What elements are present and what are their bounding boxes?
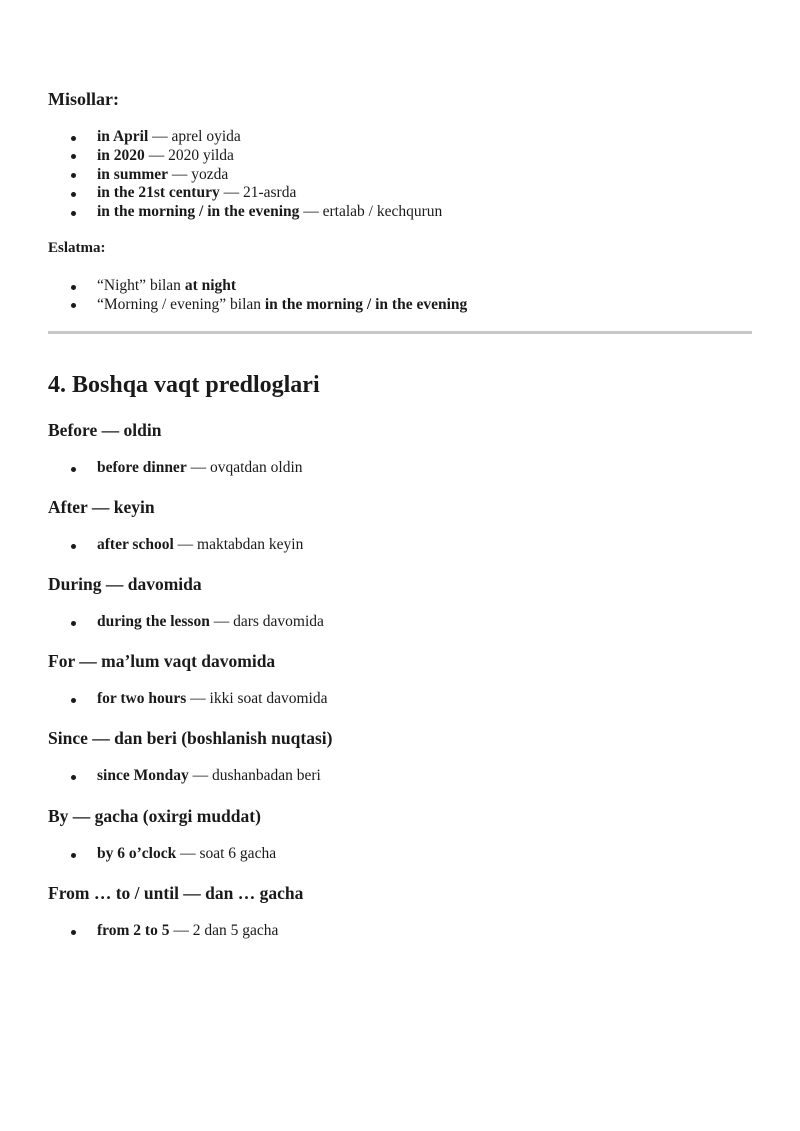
examples-heading: Misollar:: [48, 89, 119, 109]
translation: — dars davomida: [209, 613, 324, 630]
translation: — 2020 yilda: [144, 146, 234, 164]
subsection-heading-by: By — gacha (oxirgi muddat): [48, 806, 261, 826]
list-item: [0, 459, 303, 478]
term: in 2020: [97, 146, 145, 164]
list-item: [0, 203, 442, 222]
translation: — soat 6 gacha: [176, 845, 277, 862]
subsection-list-before: [0, 459, 303, 478]
term: in the morning / in the evening: [264, 295, 468, 313]
list-item: [0, 128, 442, 147]
list-item: [0, 184, 442, 203]
translation: — maktabdan keyin: [173, 536, 304, 553]
term: in April: [97, 128, 149, 145]
list-item: [0, 277, 467, 296]
term: from 2 to 5: [97, 922, 170, 939]
examples-list: [0, 128, 442, 222]
translation: — ertalab / kechqurun: [299, 203, 443, 221]
subsection-list-after: [0, 536, 303, 555]
subsection-heading-before: Before — oldin: [48, 420, 162, 440]
list-item: [0, 147, 442, 166]
list-item: [0, 536, 303, 555]
list-item: [0, 845, 276, 864]
subsection-heading-since: Since — dan beri (boshlanish nuqtasi): [48, 728, 333, 748]
note-list: [0, 277, 467, 315]
subsection-list-for: [0, 690, 327, 709]
translation: — dushanbadan beri: [188, 767, 321, 784]
translation: — ovqatdan oldin: [186, 459, 303, 476]
list-item: [0, 613, 324, 632]
translation: — yozda: [168, 165, 229, 183]
term: at night: [184, 277, 237, 294]
term: since Monday: [97, 767, 189, 784]
list-item: [0, 296, 467, 315]
translation: — ikki soat davomida: [186, 690, 328, 707]
term: during the lesson: [97, 613, 210, 630]
section-divider: [48, 331, 752, 334]
subsection-list-from-to: [0, 922, 278, 941]
term: in summer: [97, 165, 169, 183]
list-item: [0, 690, 327, 709]
subsection-heading-for: For — ma’lum vaqt davomida: [48, 651, 276, 671]
subsection-heading-after: After — keyin: [48, 497, 155, 517]
translation: — aprel oyida: [148, 128, 241, 145]
term: for two hours: [97, 690, 187, 707]
note-text: “Morning / evening” bilan: [97, 295, 265, 313]
term: in the morning / in the evening: [97, 203, 300, 221]
subsection-heading-from-to: From … to / until — dan … gacha: [48, 883, 304, 903]
subsection-list-during: [0, 613, 324, 632]
note-text: “Night” bilan: [97, 277, 185, 294]
subsection-list-since: [0, 767, 321, 786]
term: after school: [97, 536, 174, 553]
term: by 6 o’clock: [97, 845, 177, 862]
translation: — 2 dan 5 gacha: [169, 922, 279, 939]
translation: — 21-asrda: [219, 184, 297, 202]
list-item: [0, 767, 321, 786]
list-item: [0, 166, 442, 185]
term: in the 21st century: [97, 184, 220, 202]
term: before dinner: [97, 459, 187, 476]
list-item: [0, 922, 278, 941]
note-heading: Eslatma:: [48, 240, 106, 256]
subsection-list-by: [0, 845, 276, 864]
section-title: 4. Boshqa vaqt predloglari: [48, 372, 320, 398]
subsection-heading-during: During — davomida: [48, 574, 202, 594]
